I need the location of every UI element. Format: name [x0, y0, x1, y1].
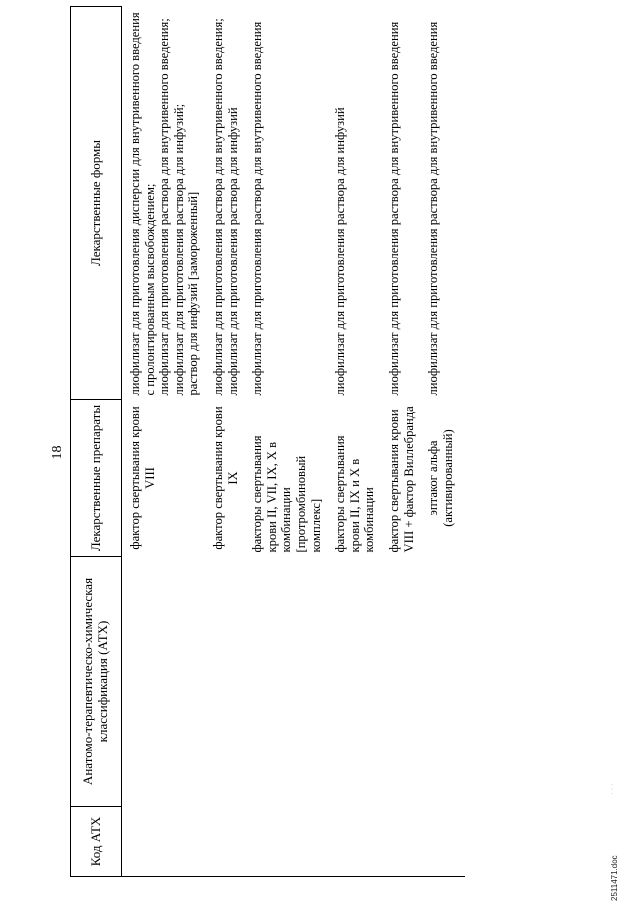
- file-footer: 2511471.doc: [610, 855, 619, 901]
- scan-dots: · · ·: [608, 783, 617, 795]
- code-cell: [333, 807, 387, 877]
- code-cell: [426, 807, 465, 877]
- table-row: [387, 7, 426, 877]
- preparation-cell: фактор свертывания крови IX: [210, 406, 240, 550]
- table-row: [211, 7, 250, 877]
- preparation-cell: факторы свертывания крови II, IX и X в комбинации: [333, 435, 377, 553]
- table-row: [333, 7, 387, 877]
- code-cell: [122, 807, 211, 877]
- forms-cell: лиофилизат для приготовления раствора для инфузий: [333, 107, 348, 396]
- classification-cell: [250, 557, 333, 807]
- classification-cell: [333, 557, 387, 807]
- table-row: [122, 7, 211, 877]
- table-row: [250, 7, 333, 877]
- code-cell: [211, 807, 250, 877]
- header-code: Код АТХ: [71, 807, 122, 877]
- forms-cell: лиофилизат для приготовления раствора для внутривенного введения: [386, 21, 401, 396]
- code-cell: [387, 807, 426, 877]
- header-preparations: Лекарственные препараты: [71, 400, 122, 557]
- table-header-row: [71, 7, 122, 877]
- header-forms: Лекарственные формы: [71, 7, 122, 400]
- forms-cell: лиофилизат для приготовления дисперсии для внутривенного введения с пролонгированным высвобождением; лиофилизат для приготовления раствора для внутривенного введения; лиофилизат для приготовления раствора для инфузий; раствор для инфузий [замороженный]: [128, 12, 201, 396]
- forms-cell: лиофилизат для приготовления раствора для внутривенного введения: [250, 21, 265, 396]
- atx-table: [70, 6, 465, 877]
- forms-cell: лиофилизат для приготовления раствора для внутривенного введения; лиофилизат для приготовления раствора для инфузий: [210, 18, 240, 396]
- classification-cell: [387, 557, 426, 807]
- preparation-cell: фактор свертывания крови VIII: [128, 406, 157, 550]
- table-row: [426, 7, 465, 877]
- classification-cell: [122, 557, 211, 807]
- preparation-cell: факторы свертывания крови II, VII, IX, X в комбинации [протромбиновый комплекс]: [250, 435, 323, 553]
- classification-cell: [211, 557, 250, 807]
- code-cell: [250, 807, 333, 877]
- forms-cell: лиофилизат для приготовления раствора для внутривенного введения: [426, 21, 441, 396]
- preparation-cell: фактор свертывания крови VIII + фактор Виллебранда: [386, 406, 416, 553]
- header-classification: Анатомо-терапевтическо-химическая классификация (АТХ): [71, 557, 122, 807]
- preparation-cell: эптаког альфа (активированный): [426, 429, 455, 527]
- page-number: 18: [50, 445, 65, 460]
- classification-cell: [426, 557, 465, 807]
